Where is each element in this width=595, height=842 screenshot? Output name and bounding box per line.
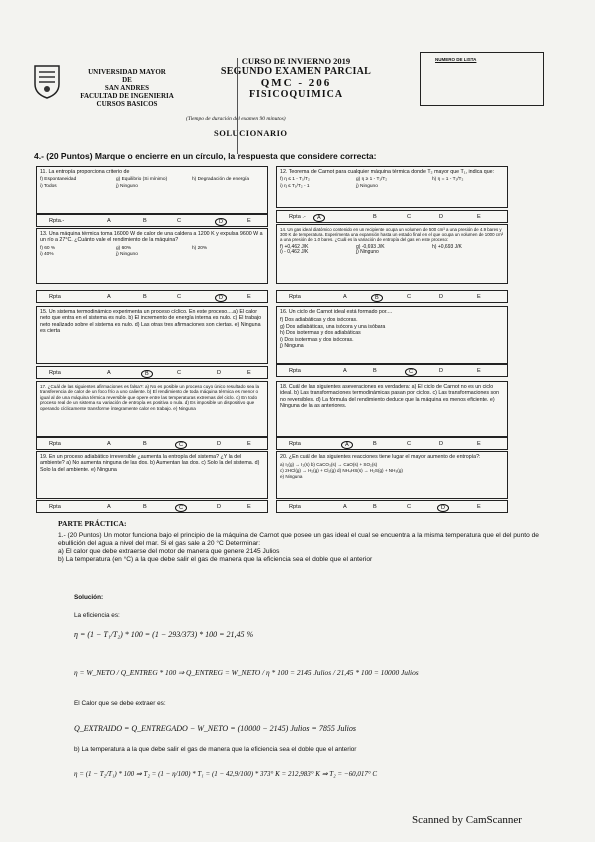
answer-option-e[interactable]: E bbox=[477, 504, 481, 510]
option: i) - 0,462 J/K bbox=[280, 248, 309, 255]
answer-option-d[interactable]: D bbox=[217, 504, 222, 510]
heat-label: El Calor que se debe extraer es: bbox=[74, 700, 166, 707]
option: h) Dos isotermas y dos adiabáticas bbox=[280, 330, 361, 337]
university-seal-icon bbox=[32, 64, 62, 100]
answer-label: Rpta bbox=[49, 370, 61, 376]
problem-statement bbox=[58, 532, 553, 564]
answer-option-b[interactable]: B bbox=[373, 214, 377, 220]
course-title: CURSO DE INVIERNO 2019 bbox=[241, 56, 351, 66]
practical-title: PARTE PRÁCTICA: bbox=[58, 519, 127, 528]
answer-option-c[interactable]: C bbox=[407, 214, 412, 220]
solution-title: SOLUCIONARIO bbox=[214, 128, 288, 138]
option: j) Ninguna bbox=[280, 343, 304, 350]
answer-option-d[interactable]: D bbox=[439, 294, 444, 300]
university-line: CURSOS BASICOS bbox=[96, 100, 158, 108]
answer-option-d-selected[interactable]: D bbox=[215, 218, 227, 226]
answer-row-16 bbox=[276, 364, 508, 377]
question-13 bbox=[36, 228, 268, 284]
option: g) Equilibrio (Si mínimo) bbox=[116, 177, 168, 183]
option: j) Ninguno bbox=[116, 252, 138, 258]
question-19 bbox=[36, 451, 268, 499]
equation-heat-extracted: Q_EXTRAIDO = Q_ENTREGADO − W_NETO = (10000 − 2145) Julios = 7855 Julios bbox=[74, 724, 356, 733]
answer-option-a[interactable]: A bbox=[343, 368, 347, 374]
question-17 bbox=[36, 381, 268, 437]
answer-row-14 bbox=[276, 290, 508, 303]
question-20 bbox=[276, 451, 508, 499]
answer-option-a-selected[interactable]: A bbox=[341, 441, 353, 449]
option: h) Degradación de energía bbox=[192, 177, 250, 183]
course-code: QMC - 206 bbox=[260, 77, 332, 89]
answer-option-e[interactable]: E bbox=[247, 370, 251, 376]
answer-option-b-selected[interactable]: B bbox=[371, 294, 383, 302]
question-text: 15. Un sistema termodinámico experimenta un proceso cíclico. En este proceso....a) El calor neto que entra en el sistema es nulo. b) El incremento de energía interna es nulo. c) El trabajo neto realizado sobre el sistema es nulo. d) Las otras tres afirmaciones son ciertas. e) Ninguna es cierta bbox=[40, 309, 262, 335]
answer-row-20 bbox=[276, 500, 508, 513]
answer-option-a[interactable]: A bbox=[107, 504, 111, 510]
list-number-box bbox=[420, 52, 544, 106]
university-line: SAN ANDRES bbox=[104, 84, 150, 92]
answer-option-d[interactable]: D bbox=[439, 214, 444, 220]
answer-option-d[interactable]: D bbox=[439, 441, 444, 447]
exam-header bbox=[196, 56, 396, 100]
answer-label: Rpta bbox=[289, 504, 301, 510]
answer-row-12 bbox=[276, 210, 508, 223]
question-12 bbox=[276, 166, 508, 208]
answer-option-c-selected[interactable]: C bbox=[175, 504, 187, 512]
option: g) Dos adiabáticas, una isócora y una isóbara bbox=[280, 323, 386, 330]
option: i) 40% bbox=[40, 252, 54, 258]
university-line: UNIVERSIDAD MAYOR bbox=[88, 68, 166, 76]
answer-option-d[interactable]: D bbox=[439, 368, 444, 374]
university-line: FACULTAD DE INGENIERIA bbox=[80, 92, 174, 100]
university-line: DE bbox=[122, 76, 132, 84]
option: j) Ninguno bbox=[356, 183, 378, 189]
question-text: 19. En un proceso adiabático irreversible ¿aumenta la entropía del sistema? ¿Y la del ambiente? a) No aumenta ninguna de las dos. b) Aumentan las dos. c) Solo la del sistema. d) Solo la del ambiente. e) Ninguna bbox=[40, 454, 260, 473]
problem-text: 1.- (20 Puntos) Un motor funciona bajo el principio de la máquina de Carnot que posee un gas ideal el cual se encuentra a la misma temperatura que el del punto de ebullición del agua a nivel del mar. Si el gas sale a 20 °C Determinar: bbox=[58, 532, 539, 547]
university-block bbox=[62, 68, 192, 108]
answer-option-d-selected[interactable]: D bbox=[215, 294, 227, 302]
option: g) -0,693 J/K bbox=[356, 243, 385, 250]
answer-option-a-selected[interactable]: A bbox=[313, 214, 325, 222]
answer-option-d[interactable]: D bbox=[217, 441, 222, 447]
answer-option-e[interactable]: E bbox=[247, 441, 251, 447]
answer-option-a[interactable]: A bbox=[107, 370, 111, 376]
exam-title: SEGUNDO EXAMEN PARCIAL bbox=[220, 66, 372, 77]
answer-option-b[interactable]: B bbox=[373, 441, 377, 447]
answer-option-a[interactable]: A bbox=[107, 441, 111, 447]
answer-option-b[interactable]: B bbox=[143, 218, 147, 224]
option: j) Ninguno bbox=[116, 183, 138, 189]
question-14 bbox=[276, 224, 508, 284]
efficiency-label: La eficiencia es: bbox=[74, 612, 120, 619]
answer-row-13 bbox=[36, 290, 268, 303]
answer-option-c-selected[interactable]: C bbox=[175, 441, 187, 449]
option: f) η ≤ 1 - T₁/T₂ bbox=[280, 177, 310, 183]
answer-option-e[interactable]: E bbox=[477, 441, 481, 447]
question-15 bbox=[36, 306, 268, 364]
question-text: 18. Cuál de las siguientes aseveraciones es verdadera: a) El ciclo de Carnot no es un ciclo ideal. b) Las transformaciones termodinámicas pasan por ciclos. c) Las transformaciones son no reversibles. d) La fórmula del rendimiento deduce que la máquina es menos eficiente. e) Ninguna de la as anteriores. bbox=[280, 384, 500, 410]
answer-option-a[interactable]: A bbox=[343, 504, 347, 510]
problem-part-b-repeat: b) La temperatura a la que debe salir el gas de manera que la eficiencia sea el doble que el anterior bbox=[74, 746, 357, 753]
option: h) η = 1 - T₁/T₂ bbox=[432, 177, 464, 183]
answer-option-c[interactable]: C bbox=[407, 294, 412, 300]
fold-line bbox=[237, 58, 238, 154]
solution-label: Solución: bbox=[74, 594, 104, 601]
answer-row-15 bbox=[36, 366, 268, 379]
question-text: 13. Una máquina térmica toma 16000 W de calor de una caldera a 1200 K y expulsa 9600 W a un río a 27°C. ¿Cuánto vale el rendimiento de la máquina? bbox=[40, 231, 263, 244]
option: g) 60% bbox=[116, 245, 132, 251]
option: g) η ≥ 1 - T₁/T₂ bbox=[356, 177, 388, 183]
option: c) 2HCl(g) → H₂(g) + Cl₂(g) d) NH₄HS(s) → H₂S(g) + NH₃(g) bbox=[280, 468, 403, 474]
answer-option-c[interactable]: C bbox=[407, 504, 412, 510]
answer-label: Rpta bbox=[49, 441, 61, 447]
answer-option-b-selected[interactable]: B bbox=[141, 370, 153, 378]
option: h) 20% bbox=[192, 245, 208, 251]
option: h) +0,693 J/K bbox=[432, 243, 462, 250]
option: f) Espontaneidad bbox=[40, 177, 77, 183]
option: j) Ninguno bbox=[356, 248, 379, 255]
equation-heat-delivered: η = W_NETO / Q_ENTREG * 100 ⇒ Q_ENTREG = W_NETO / η * 100 = 2145 Julios / 21,45 * 100 = 10000 Julios bbox=[74, 668, 419, 677]
answer-option-e[interactable]: E bbox=[247, 218, 251, 224]
option: f) +0,462 J/K bbox=[280, 243, 309, 250]
answer-option-e[interactable]: E bbox=[477, 214, 481, 220]
answer-label: Rpta bbox=[289, 441, 301, 447]
answer-label: Rpta bbox=[289, 294, 301, 300]
question-text: 12. Teorema de Carnot para cualquier máquina térmica donde T₂ mayor que T₁, indica que: bbox=[280, 169, 495, 175]
answer-option-b[interactable]: B bbox=[373, 368, 377, 374]
answer-label: Rpta bbox=[49, 504, 61, 510]
answer-row-18 bbox=[276, 437, 508, 450]
answer-option-c[interactable]: C bbox=[177, 294, 182, 300]
option: f) 60 % bbox=[40, 245, 56, 251]
answer-option-b[interactable]: B bbox=[373, 504, 377, 510]
answer-option-a[interactable]: A bbox=[343, 294, 347, 300]
question-text: 17. ¿Cuál de las siguientes afirmaciones es falsa?: a) No es posible un proceso cuyo único resultado sea la transferencia de calor de un foco frío a uno caliente. b) El rendimiento de toda máquina térmica es menor o igual al de una máquina térmica reversible que opere entre las temperaturas extremas del ciclo. c) En todo proceso real de un sistema su variación de entropía es positiva o nula. d) Es imposible un dispositivo que operando cíclicamente transforme íntegramente calor en trabajo. e) Ninguna bbox=[40, 384, 260, 411]
answer-row-17 bbox=[36, 437, 268, 450]
answer-option-c[interactable]: C bbox=[177, 370, 182, 376]
option: i) Todos bbox=[40, 183, 57, 189]
problem-part-a: a) El calor que debe extraerse del motor de manera que genere 2145 Julios bbox=[58, 548, 280, 555]
option: a) I₂(g) → I₂(s) b) CaCO₃(s) → CaO(s) + SO₂(s) bbox=[280, 462, 378, 468]
answer-option-e[interactable]: E bbox=[247, 504, 251, 510]
answer-option-e[interactable]: E bbox=[477, 368, 481, 374]
answer-option-d-selected[interactable]: D bbox=[437, 504, 449, 512]
problem-part-b: b) La temperatura (en °C) a la que debe salir el gas de manera que la eficiencia sea el doble que el anterior bbox=[58, 556, 373, 563]
option: i) η ≤ T₁/T₂ - 1 bbox=[280, 183, 310, 189]
answer-option-b[interactable]: B bbox=[143, 441, 147, 447]
time-note: (Tiempo de duración del examen 90 minutos) bbox=[186, 116, 286, 122]
question-18 bbox=[276, 381, 508, 437]
equation-efficiency: η = (1 − T₁/T₂) * 100 = (1 − 293/373) * 100 = 21,45 % bbox=[74, 630, 254, 639]
question-16 bbox=[276, 306, 508, 364]
question-text: 16. Un ciclo de Carnot ideal está formado por.... bbox=[280, 309, 393, 315]
scanner-watermark: Scanned by CamScanner bbox=[412, 814, 522, 826]
answer-row-11 bbox=[36, 214, 268, 227]
answer-option-c[interactable]: C bbox=[407, 441, 412, 447]
question-text: 14. Un gas ideal diatómico contenido en un recipiente ocupa un volumen de 500 cm³ a una presión de 4.9 bares y 300 K de temperatura. Experimenta una expansión hasta un estado final en el que ocupa un volumen de 1000 cm³ a una presión de 1.0 bares. ¿Cuál es la variación de entropía del gas en este proceso: bbox=[280, 227, 504, 243]
answer-label: Rpta .- bbox=[289, 214, 306, 220]
list-number-label: NUMERO DE LISTA bbox=[435, 57, 477, 62]
answer-label: Rpta.- bbox=[49, 218, 65, 224]
answer-label: Rpta bbox=[49, 294, 61, 300]
answer-option-e[interactable]: E bbox=[247, 294, 251, 300]
answer-option-b[interactable]: B bbox=[143, 294, 147, 300]
answer-option-b[interactable]: B bbox=[143, 504, 147, 510]
question-11 bbox=[36, 166, 268, 214]
answer-option-a[interactable]: A bbox=[107, 294, 111, 300]
question-text: 20. ¿En cuál de las siguientes reacciones tiene lugar el mayor aumento de entropía?: bbox=[280, 454, 481, 460]
answer-option-e[interactable]: E bbox=[477, 294, 481, 300]
answer-row-19 bbox=[36, 500, 268, 513]
option: e) Ninguna bbox=[280, 474, 303, 479]
section-4-title: 4.- (20 Puntos) Marque o encierre en un círculo, la respuesta que considere correcta: bbox=[34, 151, 377, 161]
answer-option-a[interactable]: A bbox=[107, 218, 111, 224]
answer-option-d[interactable]: D bbox=[217, 370, 222, 376]
subject-title: FISICOQUIMICA bbox=[248, 89, 344, 100]
question-text: 11. La entropía proporciona criterio de bbox=[40, 169, 130, 175]
answer-label: Rpta bbox=[289, 368, 301, 374]
option: i) Dos isotermas y dos isócoras. bbox=[280, 336, 354, 343]
answer-option-c-selected[interactable]: C bbox=[405, 368, 417, 376]
answer-option-c[interactable]: C bbox=[177, 218, 182, 224]
option: f) Dos adiabáticas y dos isócoras. bbox=[280, 317, 358, 324]
equation-temperature: η = (1 − T₂/T₁) * 100 ⇒ T₂ = (1 − η/100) * T₁ = (1 − 42,9/100) * 373° K = 212,983° K ⇒ T₂ = −60,017° C bbox=[74, 770, 378, 778]
